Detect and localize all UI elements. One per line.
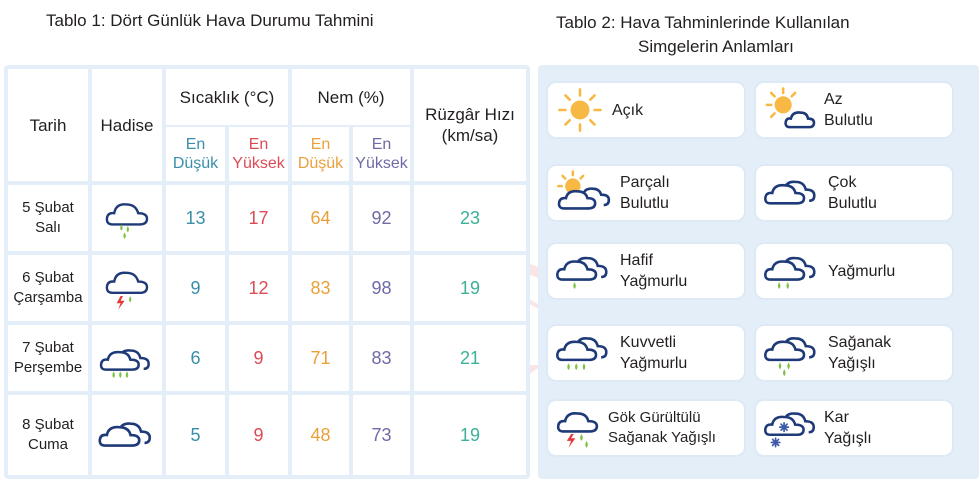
temp-low-value: 5 (166, 395, 225, 475)
shower-icon (762, 329, 822, 377)
row-weekday: Salı (35, 219, 61, 236)
row-day: 6 Şubat (22, 269, 74, 286)
header-wind-line2: (km/sa) (441, 126, 499, 145)
row-weather-icon-cell (92, 325, 162, 391)
low-label: Düşük (172, 155, 219, 172)
heavy-rain-icon (554, 329, 614, 377)
en-label: En (185, 136, 206, 153)
row-day: 5 Şubat (22, 199, 74, 216)
table-row-date (8, 185, 88, 251)
overcast-cloud-icon (96, 414, 158, 456)
legend-label-line1: Yağmurlu (828, 262, 896, 280)
temp-low-value: 13 (166, 185, 225, 251)
en-label: En (248, 136, 269, 153)
snow-icon (762, 404, 818, 452)
legend-label (620, 250, 687, 292)
row-day: 8 Şubat (22, 416, 74, 433)
hum-low-value: 83 (292, 255, 349, 321)
header-event: Hadise (92, 69, 162, 181)
legend-label (612, 100, 643, 121)
legend-label-line2: Bulutlu (824, 112, 873, 129)
legend-card-few-clouds (754, 81, 954, 139)
legend-label-line1: Kar (824, 409, 849, 426)
light-rain-icon (554, 247, 614, 295)
two-clouds-icon (762, 172, 822, 214)
hum-high-value: 73 (353, 395, 410, 475)
legend-label-line2: Sağanak Yağışlı (608, 429, 716, 446)
legend-card-shower (754, 324, 954, 382)
legend-table (538, 65, 979, 479)
legend-label (608, 408, 716, 448)
legend-label-line2: Yağmurlu (620, 273, 688, 290)
row-weather-icon-cell (92, 185, 162, 251)
high-label: Yüksek (355, 155, 408, 172)
temp-high-value: 9 (229, 325, 288, 391)
low-label: Düşük (297, 155, 344, 172)
legend-card-partly-cloudy (546, 164, 746, 222)
wind-value: 23 (414, 185, 526, 251)
legend-label-line2: Yağışlı (824, 430, 872, 447)
hum-high-value: 98 (353, 255, 410, 321)
row-day: 7 Şubat (22, 339, 74, 356)
legend-card-mostly-cloudy (754, 164, 954, 222)
legend-label (828, 261, 895, 282)
en-label: En (310, 136, 331, 153)
hum-high-value: 83 (353, 325, 410, 391)
legend-label-line1: Kuvvetli (620, 334, 677, 351)
legend-label-line1: Açık (612, 101, 644, 119)
legend-label-line1: Parçalı (620, 174, 670, 191)
table2-title-line1: Tablo 2: Hava Tahminlerinde Kullanılan (556, 13, 850, 32)
temp-high-value: 17 (229, 185, 288, 251)
row-weekday: Çarşamba (13, 289, 83, 306)
legend-card-clear (546, 81, 746, 139)
legend-card-snow (754, 399, 954, 457)
light-rain-cloud-icon (102, 194, 152, 242)
legend-label-line1: Hafif (620, 252, 653, 269)
legend-label-line2: Yağmurlu (620, 355, 688, 372)
subheader-temp-low (166, 127, 225, 181)
forecast-table (4, 65, 530, 479)
header-temperature: Sıcaklık (°C) (166, 69, 288, 125)
table2-title-line2: Simgelerin Anlamları (638, 37, 794, 56)
legend-label (824, 89, 873, 131)
sun-small-cloud-icon (762, 86, 818, 134)
thunderstorm-cloud-icon (102, 264, 152, 312)
temp-high-value: 12 (229, 255, 288, 321)
legend-label-line2: Bulutlu (620, 195, 669, 212)
table2-title (556, 11, 850, 59)
header-wind-line1: Rüzgâr Hızı (425, 105, 515, 124)
legend-label-line2: Bulutlu (828, 195, 877, 212)
high-label: Yüksek (232, 155, 285, 172)
hum-low-value: 48 (292, 395, 349, 475)
legend-label-line1: Az (824, 91, 843, 108)
legend-card-rain (754, 242, 954, 300)
header-date: Tarih (8, 69, 88, 181)
table1-title: Tablo 1: Dört Günlük Hava Durumu Tahmini (46, 11, 374, 30)
header-wind (414, 69, 526, 181)
wind-value: 19 (414, 255, 526, 321)
legend-label-line1: Gök Gürültülü (608, 409, 701, 426)
hum-low-value: 71 (292, 325, 349, 391)
legend-label (824, 407, 872, 449)
sun-two-clouds-icon (554, 169, 614, 217)
legend-card-light-rain (546, 242, 746, 300)
legend-label (620, 172, 670, 214)
en-label: En (371, 136, 392, 153)
thunder-shower-icon (554, 404, 602, 452)
row-weekday: Cuma (27, 436, 68, 453)
legend-card-thunder-shower (546, 399, 746, 457)
table-row-date (8, 395, 88, 475)
heavy-cloud-rain-icon (96, 333, 158, 383)
table-row-date (8, 255, 88, 321)
legend-card-heavy-rain (546, 324, 746, 382)
legend-label (620, 332, 687, 374)
wind-value: 19 (414, 395, 526, 475)
rain-icon (762, 247, 822, 295)
legend-label-line1: Sağanak (828, 334, 892, 351)
sun-icon (554, 86, 606, 134)
legend-label (828, 332, 891, 374)
wind-value: 21 (414, 325, 526, 391)
subheader-temp-high (229, 127, 288, 181)
row-weekday: Perşembe (13, 359, 83, 376)
table-row-date (8, 325, 88, 391)
temp-low-value: 6 (166, 325, 225, 391)
temp-low-value: 9 (166, 255, 225, 321)
hum-high-value: 92 (353, 185, 410, 251)
header-humidity: Nem (%) (292, 69, 410, 125)
row-weather-icon-cell (92, 255, 162, 321)
legend-label-line2: Yağışlı (828, 355, 876, 372)
temp-high-value: 9 (229, 395, 288, 475)
hum-low-value: 64 (292, 185, 349, 251)
legend-label (828, 172, 877, 214)
legend-label-line1: Çok (828, 174, 857, 191)
subheader-hum-high (353, 127, 410, 181)
subheader-hum-low (292, 127, 349, 181)
row-weather-icon-cell (92, 395, 162, 475)
